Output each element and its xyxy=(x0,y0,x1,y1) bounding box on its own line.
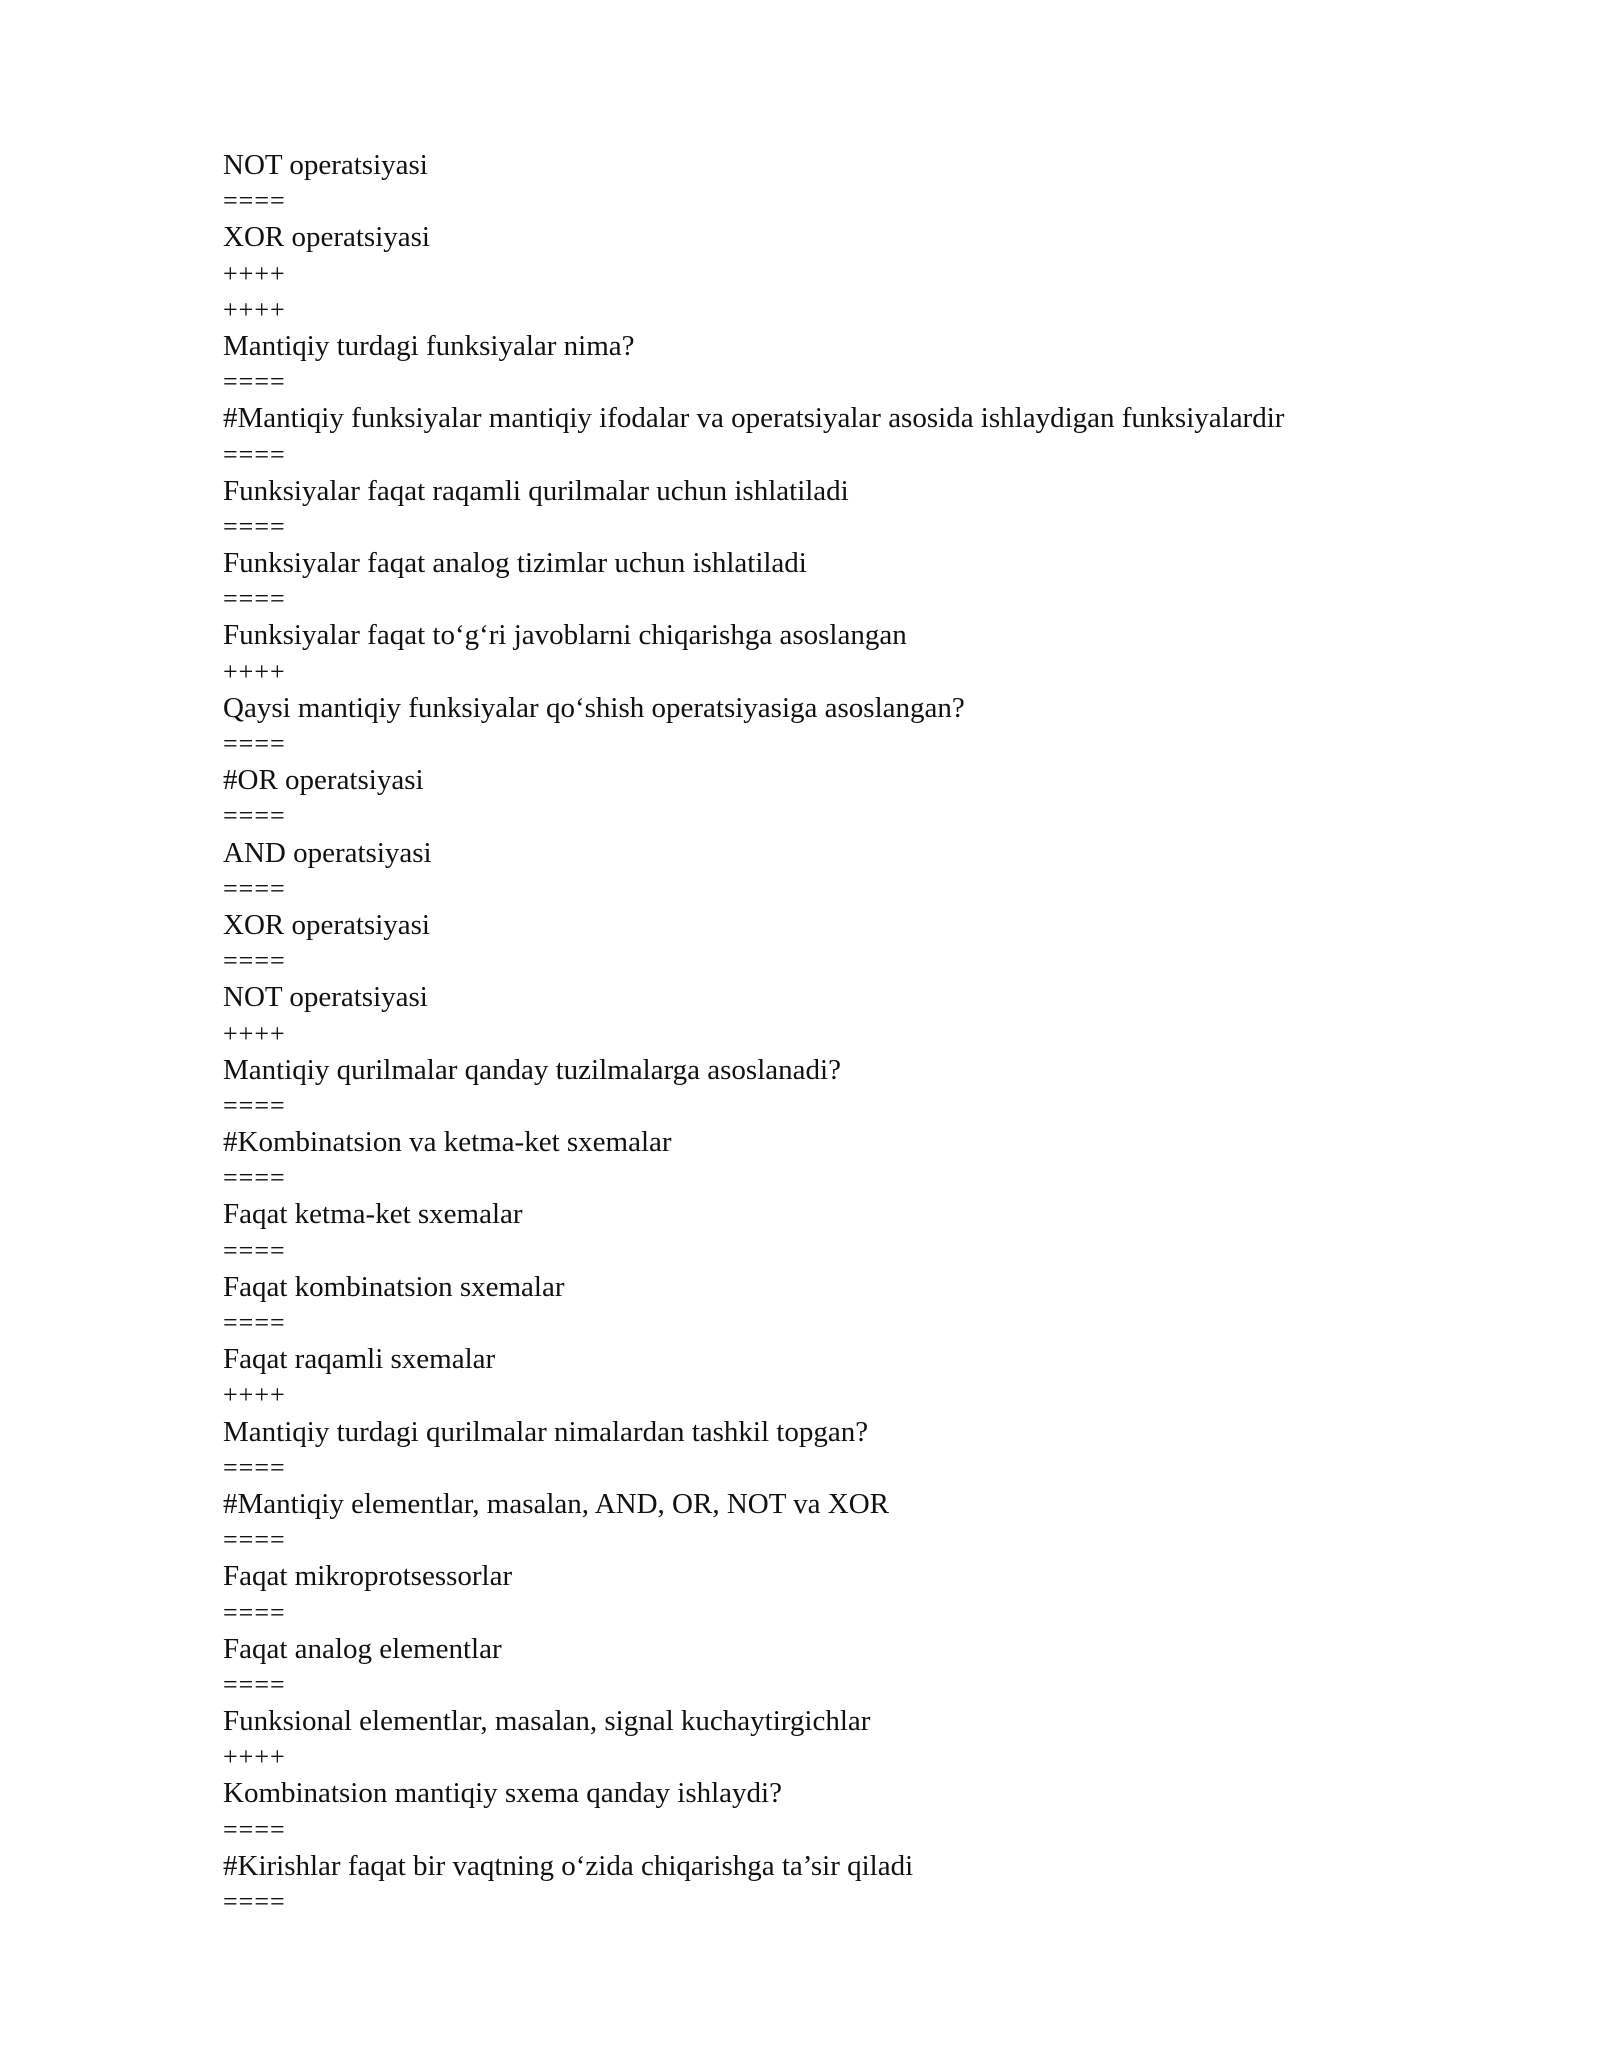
correct-answer: #Mantiqiy funksiyalar mantiqiy ifodalar va operatsiyalar asosida ishlaydigan funksiyalardir xyxy=(223,402,1285,435)
option-separator: ==== xyxy=(223,1525,286,1555)
answer-option: XOR operatsiyasi xyxy=(223,221,430,254)
answer-option: Faqat ketma-ket sxemalar xyxy=(223,1198,523,1231)
answer-option: Funksiyalar faqat analog tizimlar uchun ishlatiladi xyxy=(223,547,807,580)
option-separator: ==== xyxy=(223,1887,286,1916)
answer-option: AND operatsiyasi xyxy=(223,836,432,869)
answer-option: Funksional elementlar, masalan, signal kuchaytirgichlar xyxy=(223,1705,871,1738)
option-separator: ==== xyxy=(223,873,286,903)
answer-option: NOT operatsiyasi xyxy=(223,149,428,181)
question-separator: ++++ xyxy=(223,1742,286,1772)
option-separator: ==== xyxy=(223,1235,286,1265)
answer-option: Funksiyalar faqat raqamli qurilmalar uchun ishlatiladi xyxy=(223,474,849,507)
document-body xyxy=(223,147,1523,1920)
option-separator: ==== xyxy=(223,1814,286,1844)
question-text: Qaysi mantiqiy funksiyalar qo‘shish operatsiyasiga asoslangan? xyxy=(223,691,965,724)
option-separator: ==== xyxy=(223,1163,286,1193)
correct-answer: #Mantiqiy elementlar, masalan, AND, OR, NOT va XOR xyxy=(223,1487,889,1520)
question-separator: ++++ xyxy=(223,258,286,288)
question-text: Mantiqiy qurilmalar qanday tuzilmalarga asoslanadi? xyxy=(223,1053,841,1086)
option-separator: ==== xyxy=(223,1452,286,1482)
question-text: Mantiqiy turdagi qurilmalar nimalardan tashkil topgan? xyxy=(223,1415,869,1448)
answer-option: Faqat raqamli sxemalar xyxy=(223,1343,496,1376)
option-separator: ==== xyxy=(223,801,286,831)
correct-answer: #Kombinatsion va ketma-ket sxemalar xyxy=(223,1126,672,1159)
answer-option: Faqat mikroprotsessorlar xyxy=(223,1560,513,1593)
question-separator: ++++ xyxy=(223,294,286,324)
answer-option: Faqat analog elementlar xyxy=(223,1632,502,1665)
option-separator: ==== xyxy=(223,946,286,976)
option-separator: ==== xyxy=(223,1669,286,1699)
option-separator: ==== xyxy=(223,511,286,541)
answer-option: XOR operatsiyasi xyxy=(223,908,430,941)
option-separator: ==== xyxy=(223,584,286,614)
question-separator: ++++ xyxy=(223,1018,286,1048)
answer-option: NOT operatsiyasi xyxy=(223,981,428,1014)
answer-option: Faqat kombinatsion sxemalar xyxy=(223,1270,565,1303)
option-separator: ==== xyxy=(223,367,286,397)
question-separator: ++++ xyxy=(223,1380,286,1410)
correct-answer: #OR operatsiyasi xyxy=(223,764,424,797)
option-separator: ==== xyxy=(223,1597,286,1627)
question-separator: ++++ xyxy=(223,656,286,686)
option-separator: ==== xyxy=(223,186,286,216)
option-separator: ==== xyxy=(223,1308,286,1337)
option-separator: ==== xyxy=(223,439,286,469)
question-text: Kombinatsion mantiqiy sxema qanday ishlaydi? xyxy=(223,1777,782,1810)
question-text: Mantiqiy turdagi funksiyalar nima? xyxy=(223,329,635,362)
option-separator: ==== xyxy=(223,1090,286,1120)
correct-answer: #Kirishlar faqat bir vaqtning o‘zida chiqarishga ta’sir qiladi xyxy=(223,1849,914,1882)
option-separator: ==== xyxy=(223,729,286,758)
answer-option: Funksiyalar faqat to‘g‘ri javoblarni chiqarishga asoslangan xyxy=(223,619,907,652)
